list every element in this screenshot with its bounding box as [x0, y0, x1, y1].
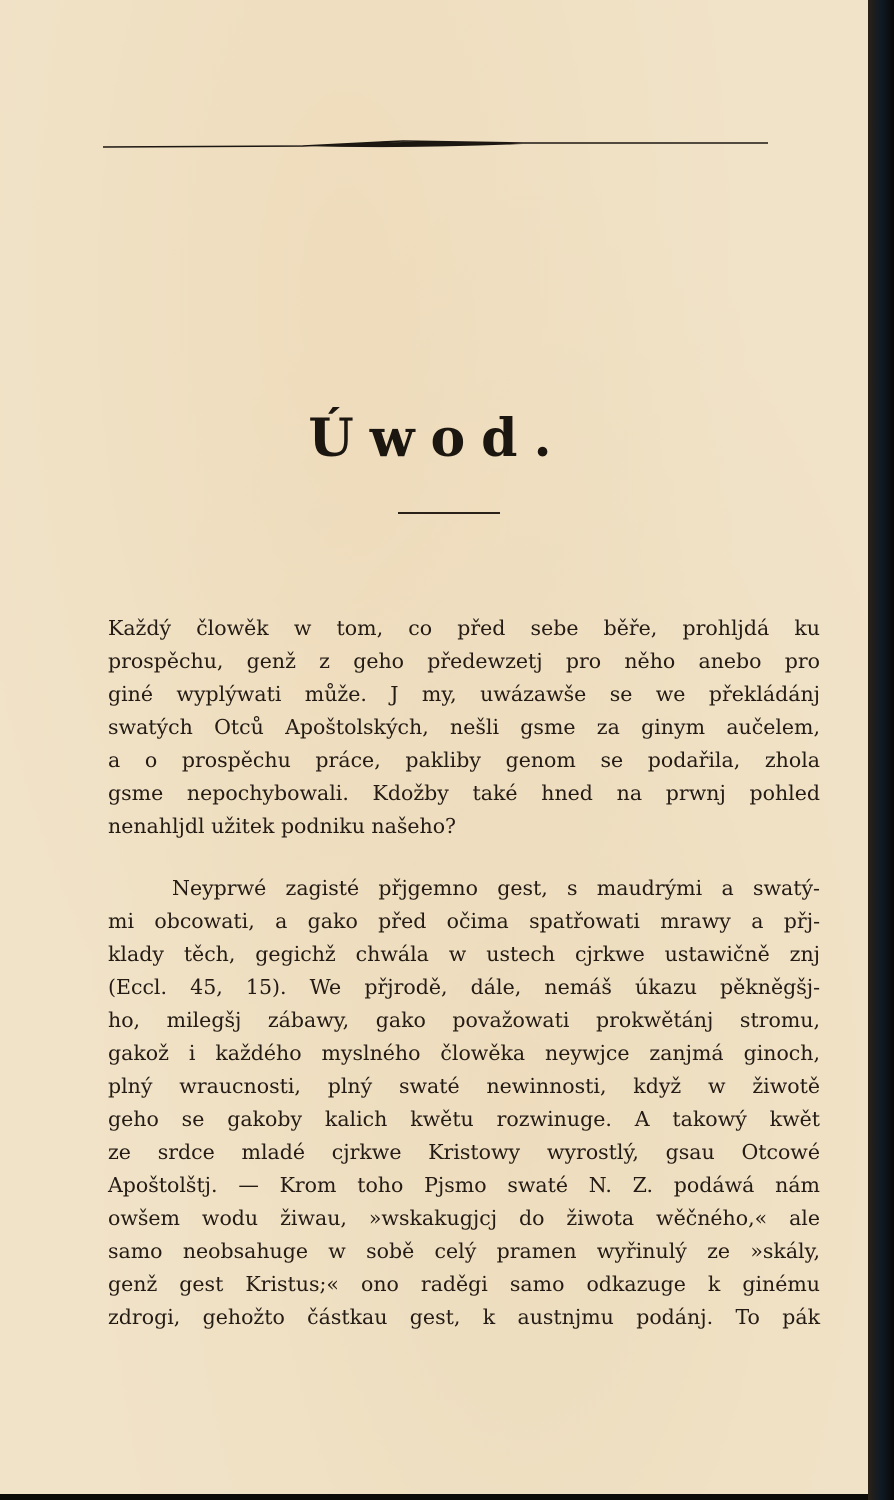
chapter-heading: Úwod. [308, 408, 568, 469]
text-line: (Eccl. 45, 15). We přjrodě, dále, nemáš úkazu pěkněgšj- [108, 975, 820, 999]
text-line: genž gest Kristus;« ono raděgi samo odkazuge k ginému [108, 1272, 820, 1296]
paragraph-1 [108, 612, 820, 843]
text-line: ho, milegšj zábawy, gako považowati prokwětánj stromu, [108, 1008, 820, 1032]
heading-underline [398, 512, 500, 514]
text-line: gsme nepochybowali. Kdožby také hned na prwnj pohled [108, 781, 820, 805]
text-line: prospěchu, genž z geho předewzetj pro něho anebo pro [108, 649, 820, 673]
text-line: gakož i každého myslného člowěka neywjce zanjmá ginoch, [108, 1041, 820, 1065]
text-line: ze srdce mladé cjrkwe Kristowy wyrostlý, gsau Otcowé [108, 1140, 820, 1164]
text-line: geho se gakoby kalich kwětu rozwinuge. A takowý kwět [108, 1107, 820, 1131]
text-line: giné wyplýwati může. J my, uwázawše se we překládánj [108, 682, 820, 706]
text-line: samo neobsahuge w sobě celý pramen wyřinulý ze »skály, [108, 1239, 820, 1263]
text-line: plný wraucnosti, plný swaté newinnosti, když w žiwotě [108, 1074, 820, 1098]
decorative-top-rule [103, 137, 768, 153]
text-line: klady těch, gegichž chwála w ustech cjrkwe ustawičně znj [108, 942, 820, 966]
text-line: Neyprwé zagisté přjgemno gest, s maudrými a swatý- [172, 876, 820, 900]
book-spine-edge [868, 0, 894, 1500]
text-line: mi obcowati, a gako před očima spatřowati mrawy a přj- [108, 909, 820, 933]
text-line: a o prospěchu práce, pakliby genom se podařila, zhola [108, 748, 820, 772]
text-line: swatých Otců Apoštolských, nešli gsme za ginym aučelem, [108, 715, 820, 739]
text-line: zdrogi, gehožto částkau gest, k austnjmu podánj. To pák [108, 1305, 820, 1329]
text-line: nenahljdl užitek podniku našeho? [108, 814, 457, 838]
text-line: Apoštolštj. — Krom toho Pjsmo swaté N. Z. podáwá nám [108, 1173, 820, 1197]
text-line: owšem wodu žiwau, »wskakugjcj do žiwota wěčného,« ale [108, 1206, 820, 1230]
paragraph-2 [108, 872, 820, 1334]
text-line: Každý člowěk w tom, co před sebe běře, prohljdá ku [108, 616, 820, 640]
